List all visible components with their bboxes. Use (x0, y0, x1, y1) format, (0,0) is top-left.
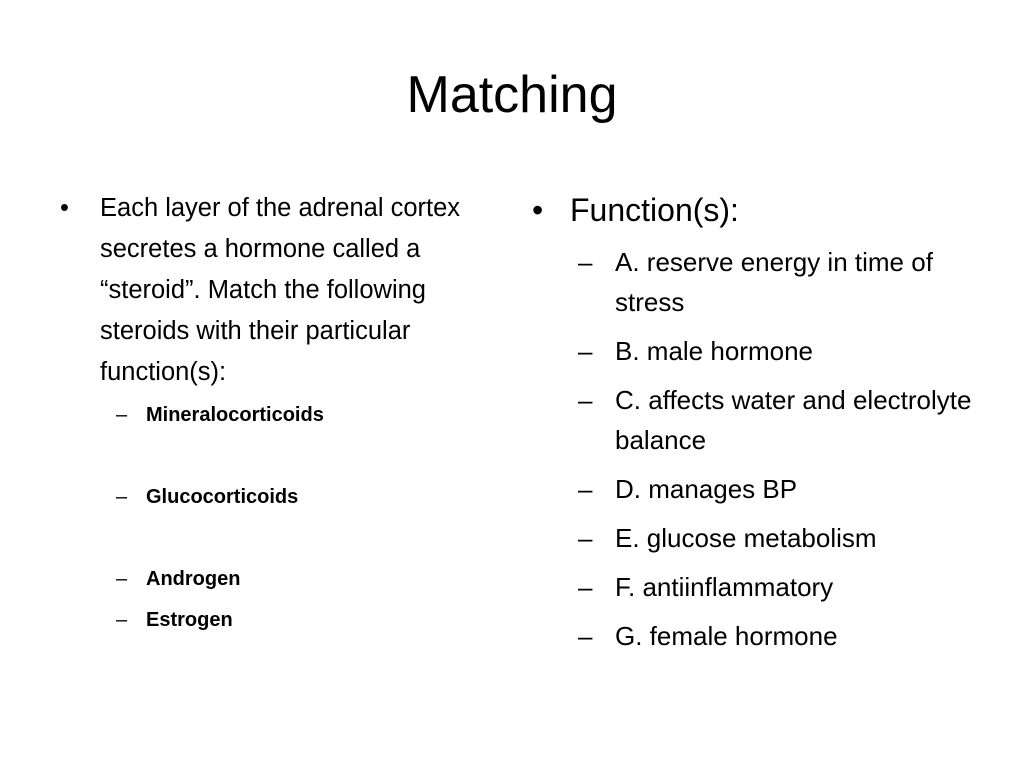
function-label: C. affects water and electrolyte balance (615, 385, 972, 455)
steroid-label: Estrogen (146, 609, 233, 631)
dash-marker: – (578, 474, 593, 504)
dash-marker: – (578, 621, 593, 651)
steroid-item (116, 606, 490, 634)
steroid-label: Glucocorticoids (146, 486, 299, 508)
function-item (578, 469, 992, 509)
function-label: F. antiinflammatory (615, 572, 834, 602)
functions-heading: Function(s): (570, 192, 739, 228)
function-item (578, 331, 992, 371)
function-item (578, 616, 992, 656)
functions-heading-bullet (532, 188, 992, 232)
intro-bullet (60, 188, 490, 393)
dash-marker: – (578, 385, 593, 415)
intro-text: Each layer of the adrenal cortex secretes a hormone called a “steroid”. Match the following steroids with their particular function(s): (100, 194, 461, 386)
steroid-item (116, 565, 490, 593)
function-label: E. glucose metabolism (615, 523, 877, 553)
function-item (578, 242, 992, 322)
function-item (578, 518, 992, 558)
function-label: G. female hormone (615, 621, 838, 651)
function-item (578, 380, 992, 460)
steroid-item (116, 401, 490, 429)
left-column (60, 188, 490, 634)
dash-marker: – (578, 336, 593, 366)
dash-marker: – (116, 486, 128, 508)
slide-title: Matching (406, 66, 618, 124)
dash-marker: – (578, 247, 593, 277)
dash-marker: – (578, 572, 593, 602)
bullet-marker: • (60, 194, 69, 222)
dash-marker: – (116, 568, 128, 590)
bullet-marker: • (532, 192, 544, 228)
steroid-item (116, 483, 490, 511)
function-label: D. manages BP (615, 474, 798, 504)
steroid-label: Androgen (146, 568, 241, 590)
dash-marker: – (116, 609, 128, 631)
function-label: A. reserve energy in time of stress (615, 247, 933, 317)
right-column (532, 188, 992, 656)
dash-marker: – (116, 404, 128, 426)
function-item (578, 567, 992, 607)
function-label: B. male hormone (615, 336, 813, 366)
dash-marker: – (578, 523, 593, 553)
steroid-label: Mineralocorticoids (146, 404, 324, 426)
